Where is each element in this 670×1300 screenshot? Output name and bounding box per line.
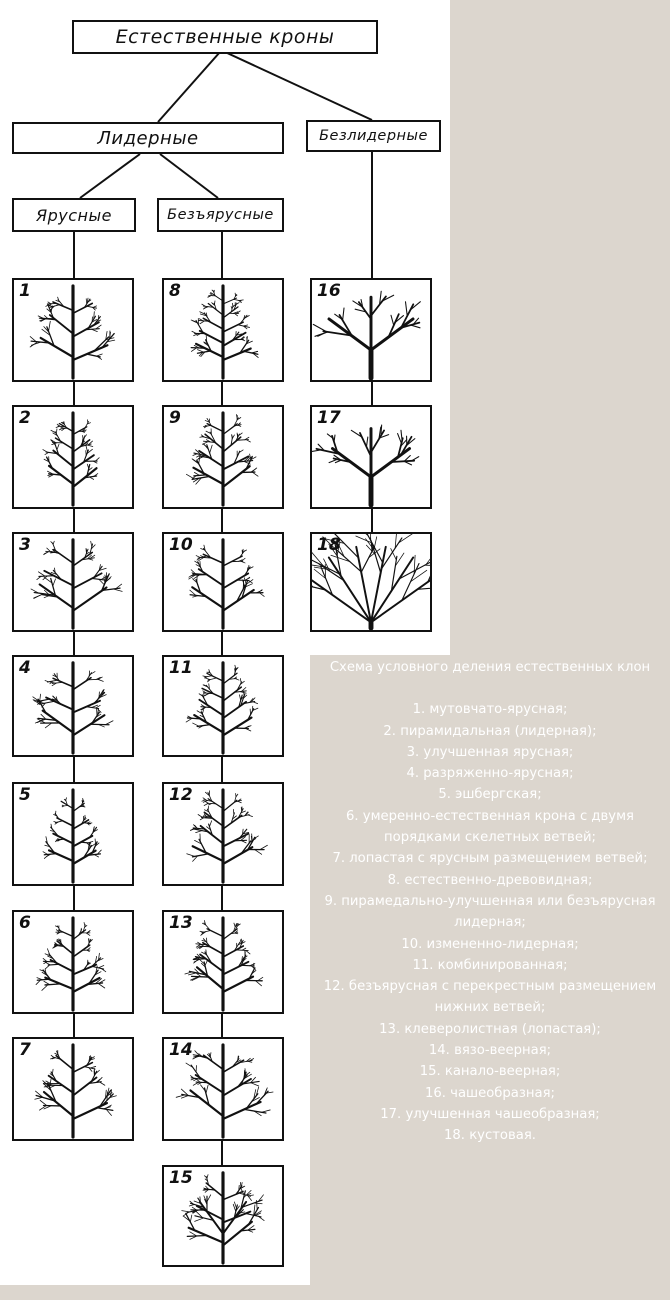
crown-diagram-1: [12, 278, 134, 382]
tree-sketch: [14, 407, 132, 507]
legend-item-17: 17. улучшенная чашеобразная;: [380, 1106, 600, 1122]
crown-diagram-11: [162, 655, 284, 757]
connector-leader-tierless: [160, 154, 218, 198]
connector-root-leader: [158, 52, 220, 122]
legend-item-15: 15. канало-веерная;: [419, 1064, 561, 1080]
crown-diagram-8: [162, 278, 284, 382]
legend-item-14: 14. вязо-веерная;: [428, 1043, 552, 1059]
tree-sketch: [14, 534, 132, 630]
crown-number: 17: [317, 408, 341, 428]
crown-diagram-2: [12, 405, 134, 509]
tree-sketch: [14, 784, 132, 884]
crown-number: 4: [19, 658, 31, 678]
crown-number: 11: [169, 658, 193, 678]
crown-number: 14: [169, 1040, 193, 1060]
legend-item-9: 9. пирамедально-улучшенная или безъярусная лидерная;: [324, 893, 656, 931]
legend-item-12: 12. безъярусная с перекрестным размещением нижних ветвей;: [323, 979, 657, 1016]
crown-number: 1: [19, 281, 31, 301]
legend-spacer: [310, 678, 670, 699]
leader-label-box: Лидерные: [12, 122, 284, 154]
legend-item-11: 11. комбинированная;: [412, 957, 568, 973]
crown-diagram-9: [162, 405, 284, 509]
leaderless-label-box: Безлидерные: [306, 120, 441, 152]
crown-diagram-12: [162, 782, 284, 886]
tree-sketch: [14, 657, 132, 755]
tree-sketch: [164, 280, 282, 380]
crown-number: 6: [19, 913, 31, 933]
crown-diagram-18: [310, 532, 432, 632]
crown-number: 8: [169, 281, 181, 301]
legend-item-13: 13. клеверолистная (лопастая);: [379, 1021, 601, 1037]
crown-number: 9: [169, 408, 181, 428]
legend-item-6: 6. умеренно-естественная крона с двумя порядками скелетных ветвей;: [346, 808, 634, 846]
tree-sketch: [14, 912, 132, 1012]
crown-number: 10: [169, 535, 193, 555]
crown-diagram-16: [310, 278, 432, 382]
crown-number: 3: [19, 535, 31, 555]
legend-item-4: 4. разряженно-ярусная;: [406, 766, 574, 782]
crown-number: 12: [169, 785, 193, 805]
legend-item-7: 7. лопастая с ярусным размещением ветвей;: [332, 851, 648, 867]
crown-number: 13: [169, 913, 193, 933]
crown-number: 15: [169, 1168, 193, 1188]
crown-number: 18: [317, 535, 341, 555]
crown-diagram-5: [12, 782, 134, 886]
root-label-box: Естественные кроны: [72, 20, 378, 54]
tree-sketch: [14, 280, 132, 380]
tiered-label-box: Ярусные: [12, 198, 136, 232]
connector-leader-tiered: [80, 154, 140, 198]
legend: [310, 657, 670, 1147]
crown-diagram-10: [162, 532, 284, 632]
tree-sketch: [164, 407, 282, 507]
legend-item-8: 8. естественно-древовидная;: [387, 872, 593, 888]
legend-item-16: 16. чашеобразная;: [425, 1085, 555, 1101]
crown-number: 16: [317, 281, 341, 301]
legend-item-18: 18. кустовая.: [444, 1128, 536, 1144]
legend-item-3: 3. улучшенная ярусная;: [406, 744, 574, 760]
crown-diagram-17: [310, 405, 432, 509]
legend-item-10: 10. измененно-лидерная;: [401, 936, 579, 952]
crown-number: 7: [19, 1040, 31, 1060]
legend-item-5: 5. эшбергская;: [438, 787, 542, 803]
legend-item-2: 2. пирамидальная (лидерная);: [383, 723, 597, 739]
legend-item-1: 1. мутовчато-ярусная;: [412, 702, 568, 718]
connector-root-leaderless: [225, 52, 372, 120]
crown-diagram-13: [162, 910, 284, 1014]
crown-number: 2: [19, 408, 31, 428]
crown-diagram-3: [12, 532, 134, 632]
legend-title: Схема условного деления естественных клон: [329, 660, 651, 675]
crown-diagram-15: [162, 1165, 284, 1267]
tree-sketch: [14, 1039, 132, 1139]
crown-diagram-14: [162, 1037, 284, 1141]
crown-diagram-4: [12, 655, 134, 757]
crown-diagram-7: [12, 1037, 134, 1141]
tierless-label-box: Безъярусные: [157, 198, 284, 232]
crown-number: 5: [19, 785, 31, 805]
crown-diagram-6: [12, 910, 134, 1014]
